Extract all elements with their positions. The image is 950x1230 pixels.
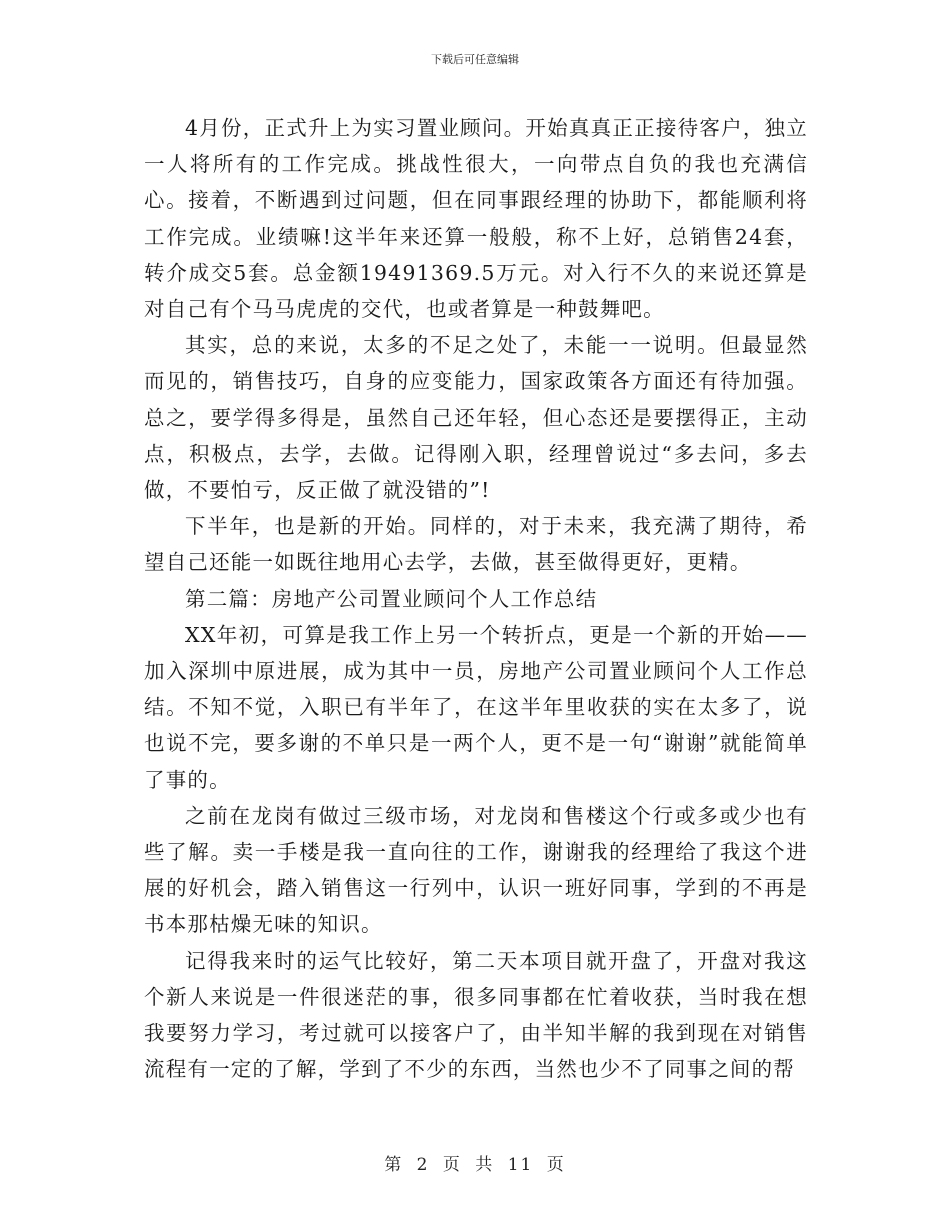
paragraph-1: 4月份，正式升上为实习置业顾问。开始真真正正接待客户，独立一人将所有的工作完成。挑战性很大，一向带点自负的我也充满信心。接着，不断遇到过问题，但在同事跟经理的协助下，都能顺利将工作完成。业绩嘛!这半年来还算一般般，称不上好，总销售24套，转介成交5套。总金额19491369.5万元。对入行不久的来说还算是对自己有个马马虎虎的交代，也或者算是一种鼓舞吧。 xyxy=(144,116,808,322)
footer-page-word: 页 xyxy=(442,1155,462,1175)
paragraph-4: XX年初，可算是我工作上另一个转折点，更是一个新的开始——加入深圳中原进展，成为其中一员，房地产公司置业顾问个人工作总结。不知不觉，入职已有半年了，在这半年里收获的实在太多了，说也说不完，要多谢的不单只是一两个人，更不是一句“谢谢”就能简单了事的。 xyxy=(144,622,808,792)
footer-prefix: 第 xyxy=(384,1155,404,1175)
paragraph-6: 记得我来时的运气比较好，第二天本项目就开盘了，开盘对我这个新人来说是一件很迷茫的事，很多同事都在忙着收获，当时我在想我要努力学习，考过就可以接客户了，由半知半解的我到现在对销售流程有一定的了解，学到了不少的东西，当然也少不了同事之间的帮 xyxy=(144,948,808,1082)
total-page-count: 11 xyxy=(507,1155,534,1175)
paragraph-3: 下半年，也是新的开始。同样的，对于未来，我充满了期待，希望自己还能一如既往地用心去学，去做，甚至做得更好，更精。 xyxy=(144,514,808,575)
current-page-number: 2 xyxy=(416,1155,430,1175)
document-body xyxy=(144,110,808,1087)
footer-total-word: 共 xyxy=(475,1155,495,1175)
paragraph-2: 其实，总的来说，太多的不足之处了，未能一一说明。但最显然而见的，销售技巧，自身的应变能力，国家政策各方面还有待加强。总之，要学得多得是，虽然自己还年轻，但心态还是要摆得正，主动点，积极点，去学，去做。记得刚入职，经理曾说过“多去问，多去做，不要怕亏，反正做了就没错的”! xyxy=(144,333,808,503)
page-number-footer xyxy=(0,1154,950,1176)
footer-suffix: 页 xyxy=(546,1155,566,1175)
section-heading: 第二篇：房地产公司置业顾问个人工作总结 xyxy=(185,586,598,611)
page-header-note: 下载后可任意编辑 xyxy=(431,53,519,66)
paragraph-5: 之前在龙岗有做过三级市场，对龙岗和售楼这个行或多或少也有些了解。卖一手楼是我一直向往的工作，谢谢我的经理给了我这个进展的好机会，踏入销售这一行列中，认识一班好同事，学到的不再是书本那枯燥无味的知识。 xyxy=(144,803,808,937)
